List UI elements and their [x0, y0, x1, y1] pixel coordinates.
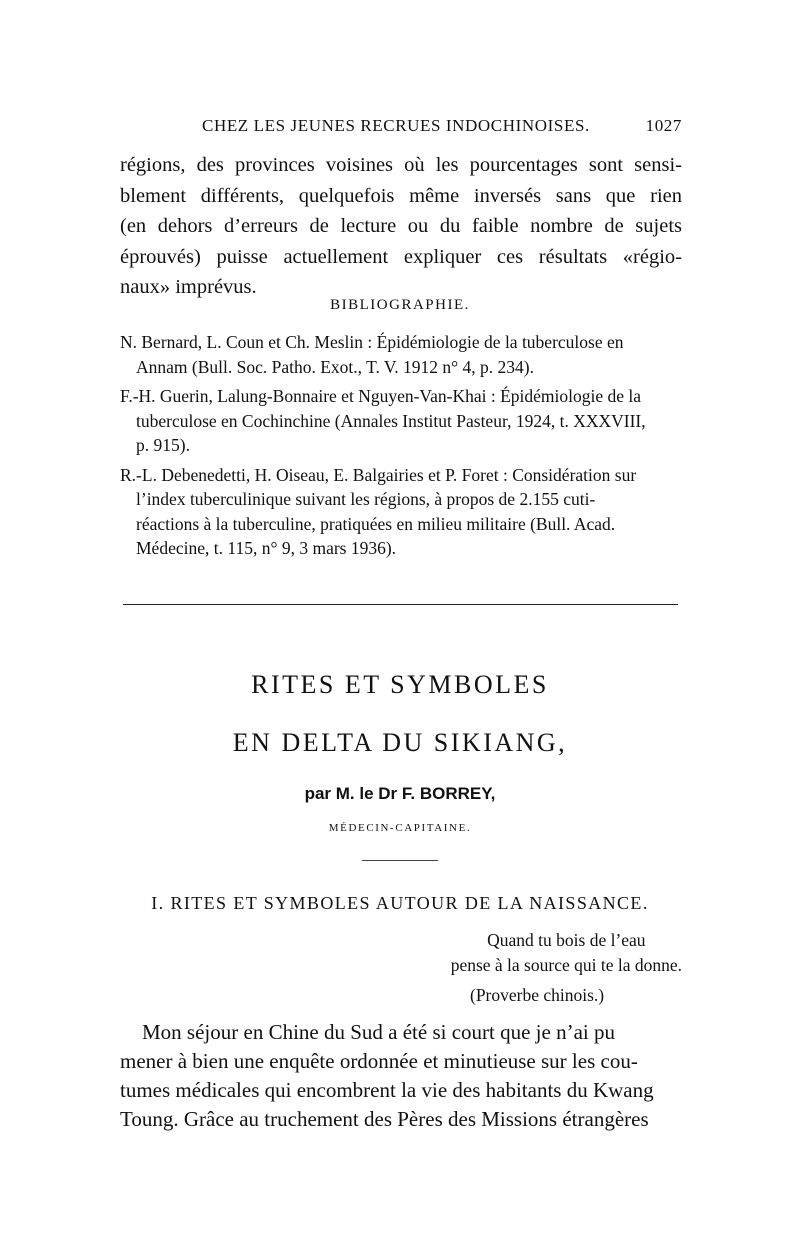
- title-divider: [362, 860, 438, 861]
- entry-line: réactions à la tuberculine, pratiquées en milieu militaire (Bull. Acad.: [136, 513, 616, 534]
- text-line: éprouvés) puisse actuellement expliquer ces résultats «régio-: [120, 245, 682, 268]
- bibliography-entry: [120, 384, 682, 458]
- text-line: tumes médicales qui encombrent la vie des habitants du Kwang: [120, 1078, 654, 1102]
- entry-line: R.-L. Debenedetti, H. Oiseau, E. Balgairies et P. Foret : Considération sur: [120, 464, 637, 485]
- bibliography-list: [120, 330, 682, 566]
- epigraph: [451, 928, 682, 978]
- bibliography-entry: [120, 330, 682, 379]
- entry-line: tuberculose en Cochinchine (Annales Institut Pasteur, 1924, t. XXXVIII,: [136, 410, 646, 431]
- text-line: (en dehors d’erreurs de lecture ou du faible nombre de sujets: [120, 215, 682, 237]
- author-byline: par M. le Dr F. BORREY,: [304, 784, 496, 803]
- intro-paragraph: [120, 150, 682, 303]
- epigraph-line: Quand tu bois de l’eau: [487, 930, 646, 950]
- entry-line: p. 915).: [136, 435, 190, 455]
- section-heading: I. RITES ET SYMBOLES AUTOUR DE LA NAISSANCE.: [151, 893, 649, 913]
- bibliography-entry: [120, 463, 682, 561]
- entry-line: Médecine, t. 115, n° 9, 3 mars 1936).: [136, 538, 397, 558]
- entry-line: l’index tuberculinique suivant les régions, à propos de 2.155 cuti-: [136, 489, 596, 509]
- text-line: Mon séjour en Chine du Sud a été si court que je n’ai pu: [142, 1020, 615, 1044]
- bibliography-heading: BIBLIOGRAPHIE.: [330, 297, 470, 313]
- text-line: naux» imprévus.: [120, 276, 257, 298]
- page-number: 1027: [645, 116, 682, 135]
- section-divider: [123, 604, 678, 605]
- text-line: Toung. Grâce au truchement des Pères des Missions étrangères: [120, 1107, 649, 1131]
- article-title-line2: EN DELTA DU SIKIANG,: [232, 728, 568, 757]
- text-line: blement différents, quelquefois même inversés sans que rien: [120, 184, 682, 207]
- author-rank: MÉDECIN-CAPITAINE.: [328, 822, 472, 834]
- running-title: CHEZ LES JEUNES RECRUES INDOCHINOISES.: [202, 116, 590, 135]
- entry-line: N. Bernard, L. Coun et Ch. Meslin : Épidémiologie de la tuberculose en: [120, 332, 624, 352]
- entry-line: F.-H. Guerin, Lalung-Bonnaire et Nguyen-Van-Khai : Épidémiologie de la: [120, 386, 642, 406]
- epigraph-source: (Proverbe chinois.): [470, 985, 605, 1005]
- epigraph-line: pense à la source qui te la donne.: [450, 955, 682, 975]
- entry-line: Annam (Bull. Soc. Patho. Exot., T. V. 1912 n° 4, p. 234).: [136, 356, 534, 377]
- text-line: régions, des provinces voisines où les pourcentages sont sensi-: [120, 154, 682, 176]
- article-title-line1: RITES ET SYMBOLES: [251, 670, 549, 699]
- text-line: mener à bien une enquête ordonnée et minutieuse sur les cou-: [120, 1049, 638, 1073]
- article-body: [120, 1018, 682, 1134]
